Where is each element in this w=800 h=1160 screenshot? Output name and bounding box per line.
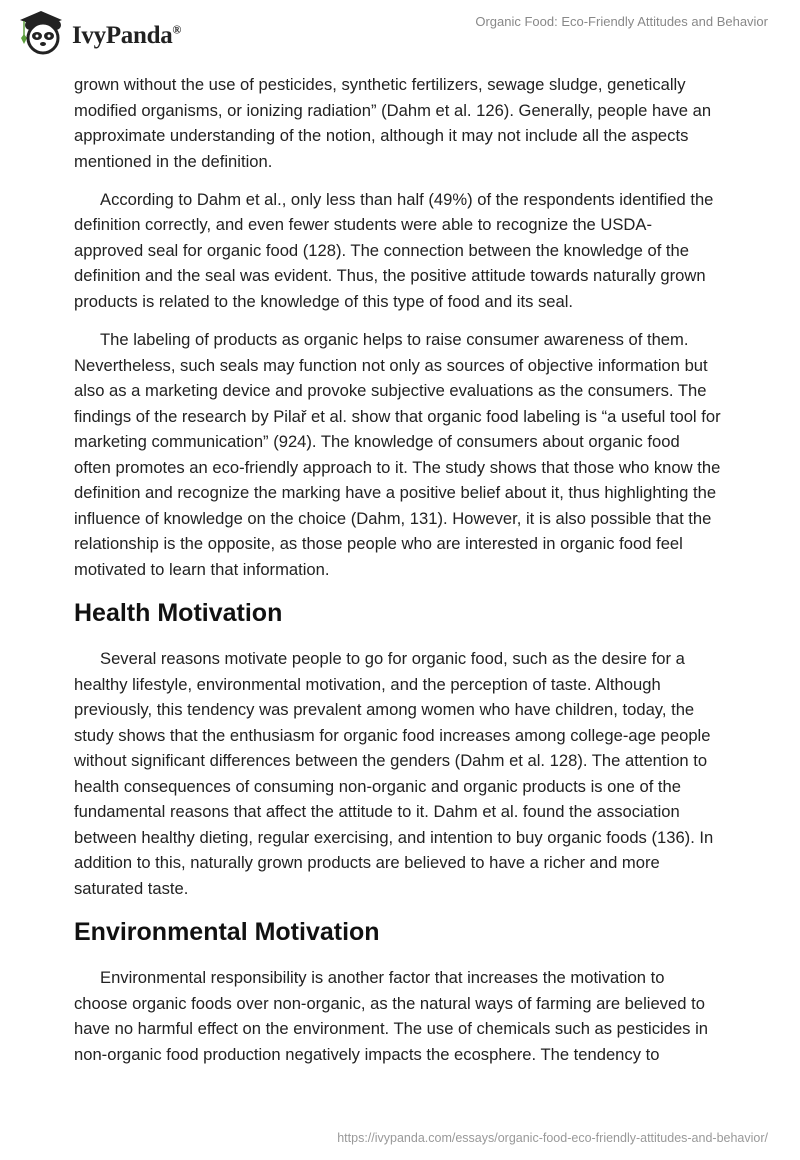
text-line: approximate understanding of the notion, although it may not include all the aspects (74, 126, 689, 145)
page-header (0, 0, 800, 70)
text-line: definition and the seal was evident. Thus, the positive attitude towards naturally grown (74, 266, 706, 286)
paragraph (74, 646, 774, 901)
text-line: marketing communication” (924). The knowledge of consumers about organic food (74, 432, 680, 451)
text-line: healthy lifestyle, environmental motivation, and the perception of taste. Although (74, 674, 661, 694)
text-line: have no harmful effect on the environment. The use of chemicals such as pesticides in (74, 1019, 708, 1038)
text-line: fundamental reasons that affect the attitude to it. Dahm et al. found the association (74, 802, 680, 821)
page-url[interactable]: https://ivypanda.com/essays/organic-food-eco-friendly-attitudes-and-behavior/ (337, 1131, 768, 1145)
text-line: definition and recognize the marking have a positive belief about it, thus highlighting the (74, 483, 717, 502)
text-line: products is related to the knowledge of this type of food and its seal. (74, 291, 574, 311)
brand-name (72, 22, 181, 50)
text-line: grown without the use of pesticides, synthetic fertilizers, sewage sludge, genetically (74, 75, 686, 94)
text-line: study shows that the enthusiasm for organic food increases among college-age people (74, 725, 711, 745)
text-line: Several reasons motivate people to go for organic food, such as the desire for a (100, 649, 685, 668)
ivypanda-logo[interactable] (16, 8, 181, 56)
paragraph (74, 327, 774, 582)
text-line: between healthy dieting, regular exercising, and intention to buy organic foods (136). In (74, 827, 714, 847)
text-line: definition correctly, and even fewer students were able to recognize the USDA- (74, 215, 653, 235)
text-line: modified organisms, or ionizing radiation” (Dahm et al. 126). Generally, people have an (74, 100, 712, 120)
text-line: previously, this tendency was prevalent among women who have children, today, the (74, 700, 695, 719)
paragraph (74, 72, 774, 174)
text-line: influence of knowledge on the choice (Dahm, 131). However, it is also possible that the (74, 508, 712, 528)
text-line: also as a marketing device and provoke subjective evaluations as the consumers. The (74, 381, 707, 400)
panda-graduate-icon (16, 8, 66, 56)
essay-body (74, 72, 774, 1080)
text-line: non-organic food production negatively impacts the ecosphere. The tendency to (74, 1044, 660, 1064)
registered-mark: ® (172, 22, 182, 37)
text-line: mentioned in the definition. (74, 151, 273, 171)
text-line: saturated taste. (74, 878, 189, 898)
text-line: health consequences of consuming non-organic and organic products is one of the (74, 776, 681, 796)
brand-text: IvyPanda (72, 22, 173, 49)
text-line: Environmental responsibility is another factor that increases the motivation to (100, 968, 665, 987)
text-line: According to Dahm et al., only less than half (49%) of the respondents identified the (100, 189, 714, 209)
text-line: The labeling of products as organic helps to raise consumer awareness of them. (100, 330, 689, 349)
text-line: findings of the research by Pilař et al. show that organic food labeling is “a useful tool for (74, 406, 721, 426)
text-line: Nevertheless, such seals may function not only as sources of objective information but (74, 355, 708, 375)
document-title: Organic Food: Eco-Friendly Attitudes and Behavior (475, 14, 768, 29)
paragraph (74, 187, 774, 315)
text-line: without significant differences between the genders (Dahm et al. 128). The attention to (74, 751, 708, 770)
text-line: approved seal for organic food (128). The connection between the knowledge of the (74, 240, 689, 260)
section-heading: Environmental Motivation (74, 918, 380, 946)
section-heading: Health Motivation (74, 599, 283, 627)
text-line: motivated to learn that information. (74, 559, 330, 579)
text-line: often promotes an eco-friendly approach to it. The study shows that those who know the (74, 457, 721, 477)
paragraph (74, 965, 774, 1067)
text-line: relationship is the opposite, as those people who are interested in organic food feel (74, 534, 683, 553)
text-line: choose organic foods over non-organic, as the natural ways of farming are believed to (74, 993, 705, 1013)
text-line: addition to this, naturally grown products are believed to have a richer and more (74, 853, 660, 872)
